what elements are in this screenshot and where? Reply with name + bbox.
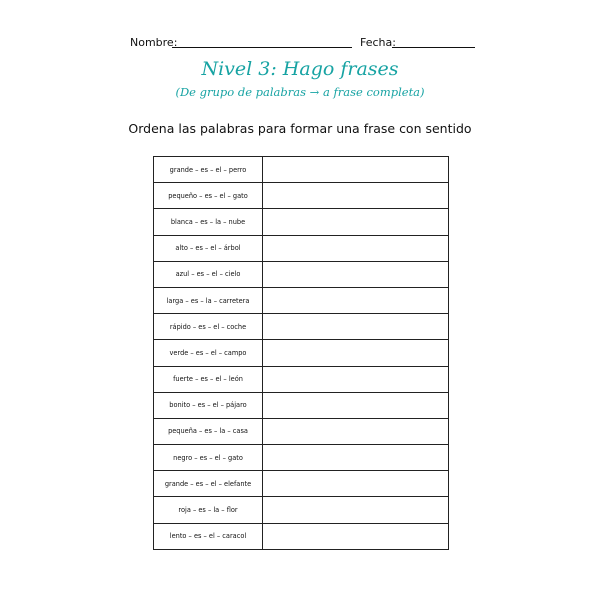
word-group-cell: grande – es – el – perro [154,157,263,183]
table-row [154,261,449,287]
name-field[interactable] [172,47,352,48]
table-row [154,235,449,261]
word-group-cell: rápido – es – el – coche [154,314,263,340]
word-group-cell: negro – es – el – gato [154,445,263,471]
word-group-cell: larga – es – la – carretera [154,287,263,313]
table-row [154,392,449,418]
answer-cell[interactable] [263,261,449,287]
answer-cell[interactable] [263,209,449,235]
word-group-cell: roja – es – la – flor [154,497,263,523]
table-row [154,209,449,235]
answer-cell[interactable] [263,471,449,497]
answer-cell[interactable] [263,340,449,366]
answer-cell[interactable] [263,183,449,209]
table-row [154,157,449,183]
sentence-table [153,156,449,550]
table-row [154,366,449,392]
answer-cell[interactable] [263,366,449,392]
answer-cell[interactable] [263,418,449,444]
table-row [154,523,449,549]
table-row [154,314,449,340]
answer-cell[interactable] [263,497,449,523]
page-subtitle: (De grupo de palabras → a frase completa) [175,85,425,99]
word-group-cell: pequeño – es – el – gato [154,183,263,209]
word-group-cell: blanca – es – la – nube [154,209,263,235]
answer-cell[interactable] [263,287,449,313]
answer-cell[interactable] [263,523,449,549]
word-group-cell: bonito – es – el – pájaro [154,392,263,418]
answer-cell[interactable] [263,157,449,183]
instruction-text: Ordena las palabras para formar una frase con sentido [128,121,472,136]
answer-cell[interactable] [263,235,449,261]
word-group-cell: verde – es – el – campo [154,340,263,366]
student-info-header [130,36,475,50]
word-group-cell: fuerte – es – el – león [154,366,263,392]
answer-cell[interactable] [263,445,449,471]
table-row [154,418,449,444]
page-title: Nivel 3: Hago frases [201,58,399,80]
answer-cell[interactable] [263,392,449,418]
name-label: Nombre: [130,36,178,49]
table-row [154,340,449,366]
table-row [154,497,449,523]
answer-cell[interactable] [263,314,449,340]
word-group-cell: lento – es – el – caracol [154,523,263,549]
word-group-cell: alto – es – el – árbol [154,235,263,261]
table-row [154,471,449,497]
table-row [154,287,449,313]
date-field[interactable] [392,47,475,48]
date-label: Fecha: [360,36,396,49]
word-group-cell: pequeña – es – la – casa [154,418,263,444]
table-row [154,445,449,471]
word-group-cell: grande – es – el – elefante [154,471,263,497]
table-row [154,183,449,209]
word-group-cell: azul – es – el – cielo [154,261,263,287]
